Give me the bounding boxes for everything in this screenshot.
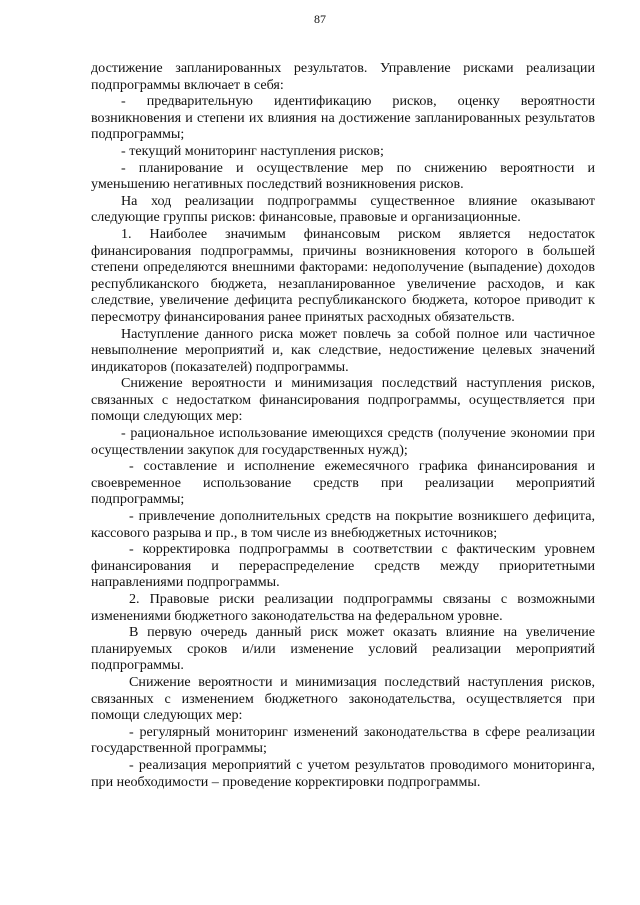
paragraph: В первую очередь данный риск может оказать влияние на увеличение планируемых сроков и/или изменение условий реализации мероприятий подпрограммы. (91, 624, 595, 674)
list-item: - текущий мониторинг наступления рисков; (121, 142, 384, 159)
paragraph: 1. Наиболее значимым финансовым риском является недостаток финансирования подпрограммы, причины возникновения которого в большей степени определяются внешними факторами: недополучение (выпадение) доходов республиканского бюджета, незапланированное увеличение расходов, и как следствие, увеличение дефицита республиканского бюджета, которое приводит к пересмотру финансирования ранее принятых расходных обязательств. (91, 225, 595, 325)
paragraph: Снижение вероятности и минимизация последствий наступления рисков, связанных с недостатком финансирования подпрограммы, осуществляется при помощи следующих мер: (91, 375, 595, 425)
list-item: - реализация мероприятий с учетом результатов проводимого мониторинга, при необходимости – проведение корректировки подпрограммы. (91, 756, 595, 790)
paragraph: На ход реализации подпрограммы существенное влияние оказывают следующие группы рисков: финансовые, правовые и организационные. (91, 192, 595, 226)
list-item: - привлечение дополнительных средств на покрытие возникшего дефицита, кассового разрыва и пр., в том числе из внебюджетных источников; (91, 508, 595, 541)
document-body (91, 60, 595, 790)
list-item: - регулярный мониторинг изменений законодательства в сфере реализации государственной программы; (91, 723, 595, 757)
list-item: - планирование и осуществление мер по снижению вероятности и уменьшению негативных последствий возникновения рисков. (91, 159, 595, 193)
paragraph: Наступление данного риска может повлечь за собой полное или частичное невыполнение мероприятий и, как следствие, недостижение целевых значений индикаторов (показателей) подпрограммы. (91, 325, 595, 375)
list-item: - рациональное использование имеющихся средств (получение экономии при осуществлении закупок для государственных нужд); (91, 425, 595, 458)
list-item: - предварительную идентификацию рисков, оценку вероятности возникновения и степени их влияния на достижение запланированных результатов подпрограммы; (91, 93, 595, 143)
paragraph: Снижение вероятности и минимизация последствий наступления рисков, связанных с изменением бюджетного законодательства, осуществляется при помощи следующих мер: (91, 673, 595, 724)
list-item: - составление и исполнение ежемесячного графика финансирования и своевременное использование средств при реализации мероприятий подпрограммы; (91, 458, 595, 508)
page-number: 87 (314, 12, 326, 26)
paragraph: 2. Правовые риски реализации подпрограммы связаны с возможными изменениями бюджетного законодательства на федеральном уровне. (91, 591, 595, 624)
paragraph: достижение запланированных результатов. Управление рисками реализации подпрограммы включает в себя: (91, 60, 595, 93)
list-item: - корректировка подпрограммы в соответствии с фактическим уровнем финансирования и перераспределение средств между приоритетными направлениями подпрограммы. (91, 541, 595, 591)
